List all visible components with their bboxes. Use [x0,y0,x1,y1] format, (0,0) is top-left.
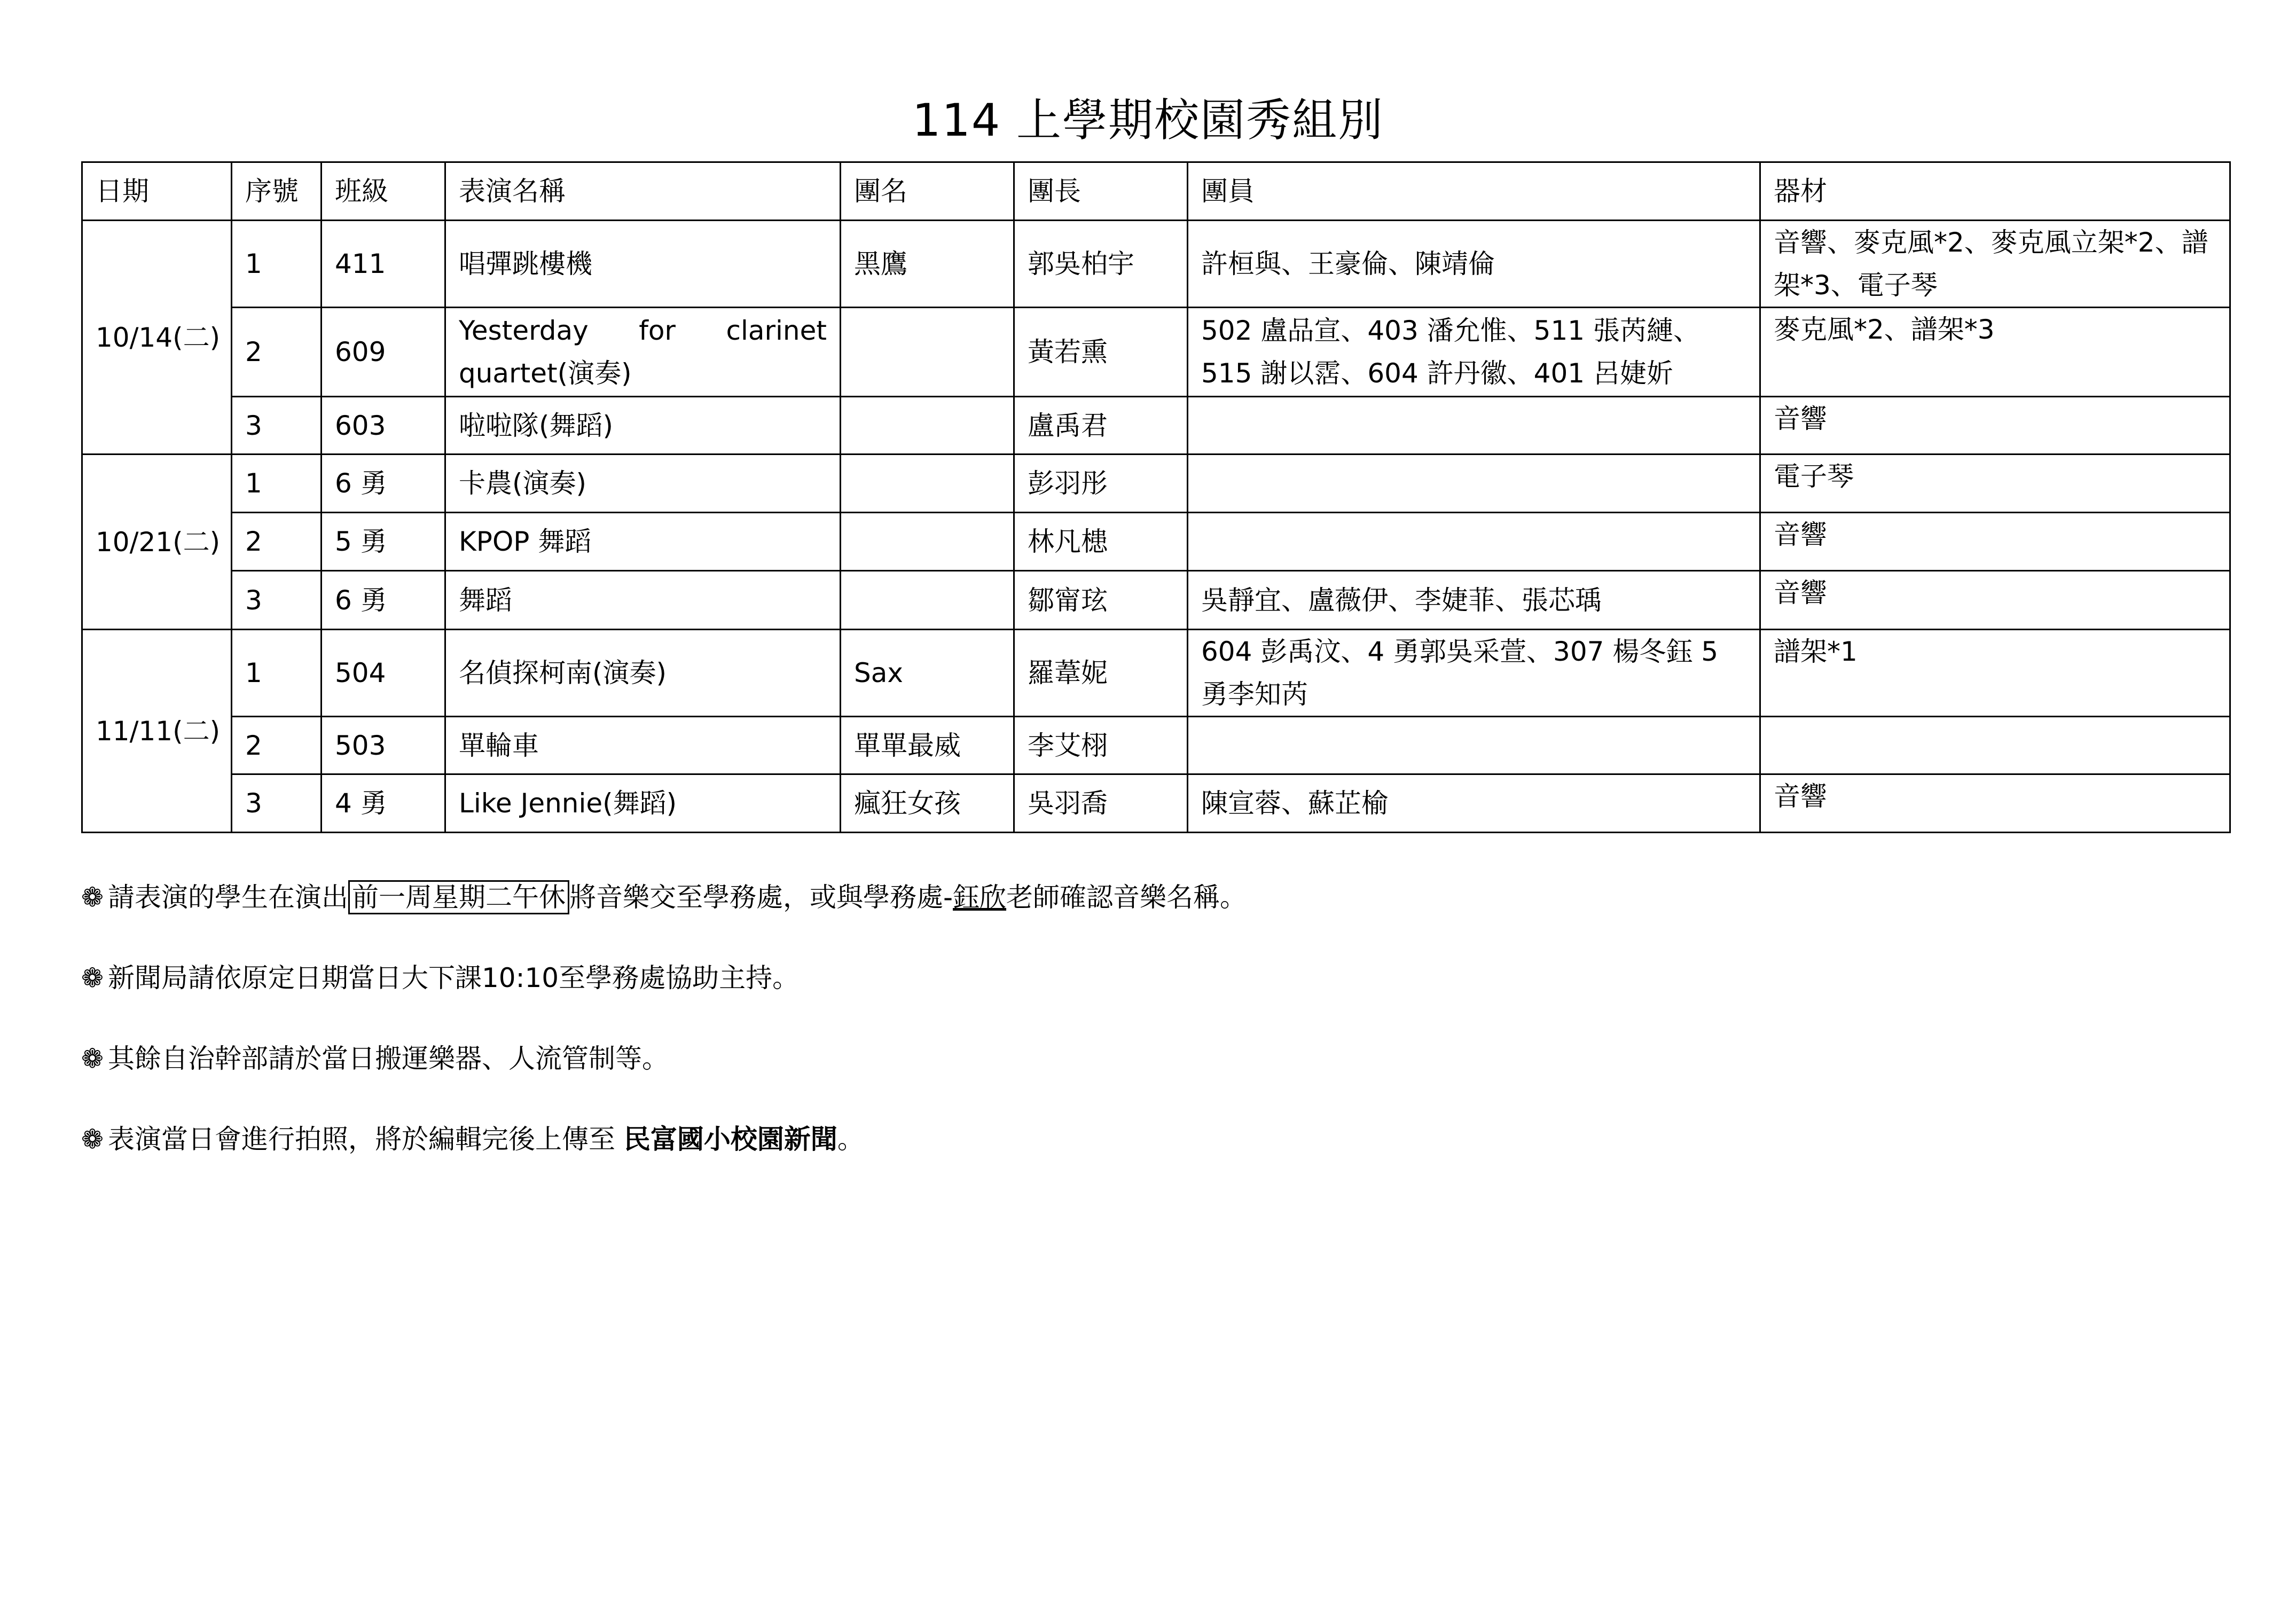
equipment-cell: 音響 [1760,774,2230,833]
table-row [82,630,2230,717]
header-leader: 團長 [1014,162,1188,221]
performance-cell: 單輪車 [445,717,841,774]
class-cell: 603 [322,397,445,455]
table-row [82,308,2230,397]
members-cell: 許桓與、王豪倫、陳靖倫 [1188,221,1760,308]
table-row [82,221,2230,308]
date-cell: 11/11(二) [82,630,232,833]
performance-cell: 啦啦隊(舞蹈) [445,397,841,455]
members-cell [1188,513,1760,571]
number-cell: 1 [232,221,322,308]
class-cell: 6 勇 [322,455,445,513]
leader-cell: 郭吳柏宇 [1014,221,1188,308]
members-cell: 吳靜宜、盧薇伊、李婕菲、張芯瑀 [1188,571,1760,630]
header-equipment: 器材 [1760,162,2230,221]
table-header-row [82,162,2230,221]
table-row [82,774,2230,833]
team-cell [841,455,1014,513]
note-text: 。 [837,1124,864,1155]
team-cell [841,513,1014,571]
schedule-table [81,161,2231,833]
class-cell: 5 勇 [322,513,445,571]
equipment-cell: 音響 [1760,513,2230,571]
note-text: 請表演的學生在演出 [108,882,348,913]
class-cell: 6 勇 [322,571,445,630]
table-row [82,513,2230,571]
performance-cell: 卡農(演奏) [445,455,841,513]
note-photos [81,1118,2217,1161]
leader-cell: 羅葦妮 [1014,630,1188,717]
note-music-submission [81,876,2217,919]
performance-cell: 名偵探柯南(演奏) [445,630,841,717]
teacher-name: 鈺欣 [953,882,1007,913]
header-class: 班級 [322,162,445,221]
number-cell: 2 [232,513,322,571]
team-cell: 黑鷹 [841,221,1014,308]
header-performance: 表演名稱 [445,162,841,221]
equipment-cell: 音響 [1760,397,2230,455]
leader-cell: 黃若熏 [1014,308,1188,397]
number-cell: 3 [232,571,322,630]
header-number: 序號 [232,162,322,221]
table-row [82,397,2230,455]
school-news-name: 民富國小校園新聞 [623,1124,837,1155]
equipment-cell: 電子琴 [1760,455,2230,513]
number-cell: 3 [232,397,322,455]
team-cell [841,571,1014,630]
note-officers [81,1037,2217,1080]
number-cell: 1 [232,455,322,513]
performance-cell: 舞蹈 [445,571,841,630]
members-cell [1188,397,1760,455]
members-cell [1188,455,1760,513]
members-cell: 陳宣蓉、蘇芷榆 [1188,774,1760,833]
equipment-cell: 譜架*1 [1760,630,2230,717]
class-cell: 4 勇 [322,774,445,833]
note-text: 其餘自治幹部請於當日搬運樂器、人流管制等。 [108,1043,669,1074]
class-cell: 504 [322,630,445,717]
class-cell: 411 [322,221,445,308]
class-cell: 503 [322,717,445,774]
performance-cell: Yesterday for clarinet quartet(演奏) [445,308,841,397]
notes-section [81,876,2217,1199]
number-cell: 2 [232,717,322,774]
leader-cell: 李艾栩 [1014,717,1188,774]
deadline-highlight: 前一周星期二午休 [348,880,569,914]
flower-bullet-icon: ❁ [81,882,104,913]
number-cell: 1 [232,630,322,717]
performance-cell: 唱彈跳樓機 [445,221,841,308]
table-row [82,455,2230,513]
note-text: 老師確認音樂名稱。 [1006,882,1247,913]
number-cell: 3 [232,774,322,833]
leader-cell: 林凡槵 [1014,513,1188,571]
team-cell [841,308,1014,397]
note-text: 表演當日會進行拍照，將於編輯完後上傳至 [108,1124,624,1155]
members-cell: 604 彭禹汶、4 勇郭吳采萱、307 楊冬鈺 5 勇李知芮 [1188,630,1760,717]
date-cell: 10/21(二) [82,455,232,630]
equipment-cell: 麥克風*2、譜架*3 [1760,308,2230,397]
flower-bullet-icon: ❁ [81,1043,104,1074]
equipment-cell [1760,717,2230,774]
flower-bullet-icon: ❁ [81,962,104,993]
number-cell: 2 [232,308,322,397]
page-title: 114 上學期校園秀組別 [912,94,1384,146]
members-cell [1188,717,1760,774]
table-row [82,571,2230,630]
team-cell: Sax [841,630,1014,717]
table-row [82,717,2230,774]
header-team: 團名 [841,162,1014,221]
note-news-bureau [81,957,2217,999]
team-cell [841,397,1014,455]
note-text: 將音樂交至學務處，或與學務處- [569,882,953,913]
performance-cell: Like Jennie(舞蹈) [445,774,841,833]
equipment-cell: 音響、麥克風*2、麥克風立架*2、譜架*3、電子琴 [1760,221,2230,308]
leader-cell: 吳羽喬 [1014,774,1188,833]
class-cell: 609 [322,308,445,397]
team-cell: 單單最威 [841,717,1014,774]
flower-bullet-icon: ❁ [81,1124,104,1155]
header-members: 團員 [1188,162,1760,221]
leader-cell: 鄒甯玹 [1014,571,1188,630]
leader-cell: 盧禹君 [1014,397,1188,455]
team-cell: 瘋狂女孩 [841,774,1014,833]
members-cell: 502 盧品宣、403 潘允惟、511 張芮縺、515 謝以霑、604 許丹徽、401 呂婕妡 [1188,308,1760,397]
date-cell: 10/14(二) [82,221,232,455]
header-date: 日期 [82,162,232,221]
note-text: 新聞局請依原定日期當日大下課10:10至學務處協助主持。 [108,962,800,993]
equipment-cell: 音響 [1760,571,2230,630]
leader-cell: 彭羽彤 [1014,455,1188,513]
performance-cell: KPOP 舞蹈 [445,513,841,571]
